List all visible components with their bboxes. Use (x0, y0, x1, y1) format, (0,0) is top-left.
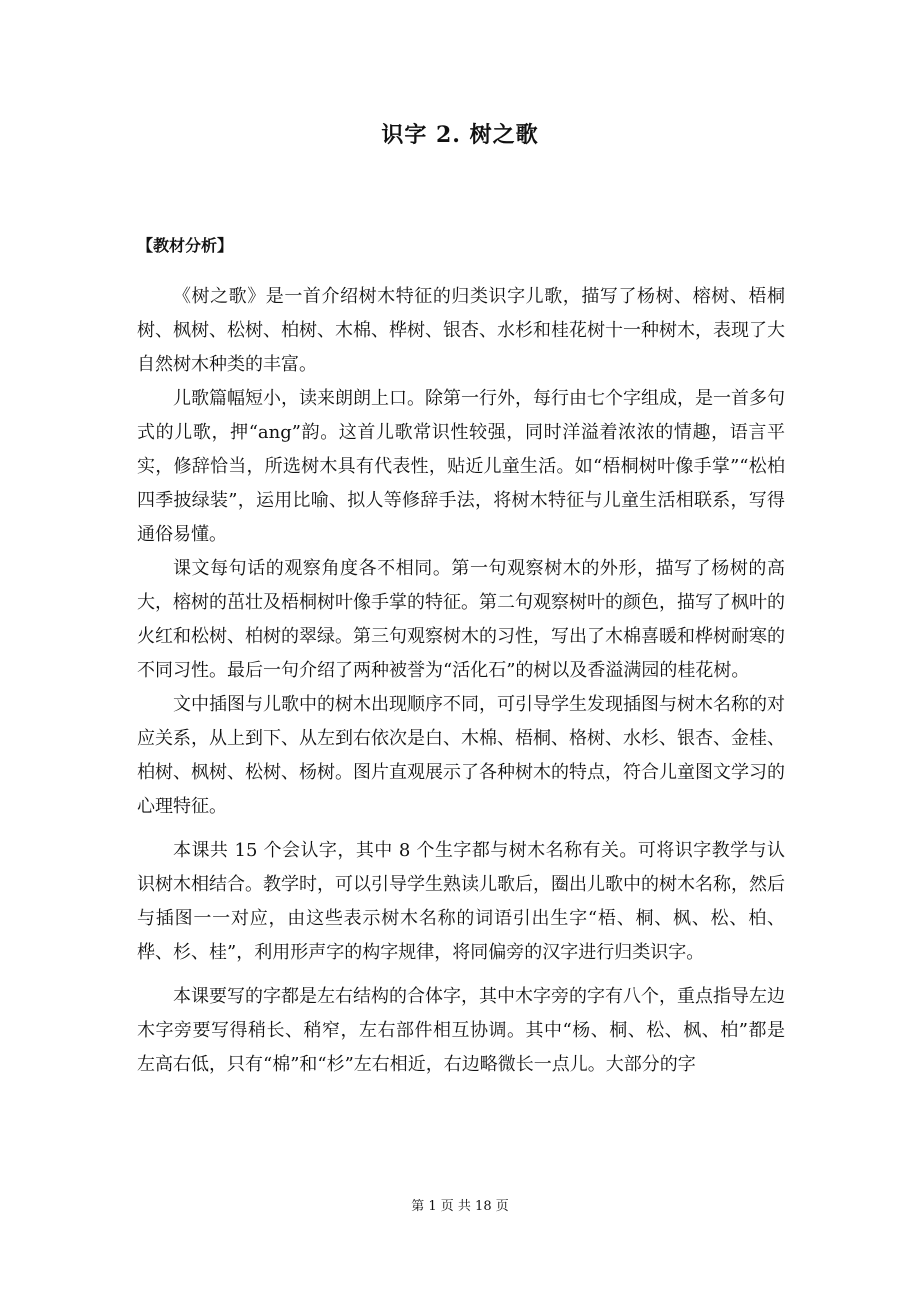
paragraph-illustration: 文中插图与儿歌中的树木出现顺序不同，可引导学生发现插图与树木名称的对应关系，从上到下、从左到右依次是白、木棉、梧桐、格树、水杉、银杏、金桂、柏树、枫树、松树、杨树。图片直观展示了各种树木的特点，符合儿童图文学习的心理特征。 (137, 694, 785, 817)
paragraph-writing: 本课要写的字都是左右结构的合体字，其中木字旁的字有八个，重点指导左边木字旁要写得稍长、稍窄，左右部件相互协调。其中“杨、桐、松、枫、柏”都是左高右低，只有“棉”和“杉”左右相近，右边略微长一点儿。大部分的字 (137, 986, 785, 1075)
document-title: 识字 2. 树之歌 (381, 122, 539, 148)
page-footer: 第 1 页 共 18 页 (411, 1199, 509, 1214)
document-body (137, 280, 785, 1082)
section-heading: 【教材分析】 (137, 236, 234, 255)
paragraph-observation: 课文每句话的观察角度各不相同。第一句观察树木的外形，描写了杨树的高大，榕树的茁壮及梧桐树叶像手掌的特征。第二句观察树叶的颜色，描写了枫叶的火红和松树、柏树的翠绿。第三句观察树木的习性，写出了木棉喜暖和桦树耐寒的不同习性。最后一句介绍了两种被誉为“活化石”的树以及香溢满园的桂花树。 (137, 558, 785, 681)
paragraph-rhyme: 儿歌篇幅短小，读来朗朗上口。除第一行外，每行由七个字组成，是一首多句式的儿歌，押“ang”韵。这首儿歌常识性较强，同时洋溢着浓浓的情趣，语言平实，修辞恰当，所选树木具有代表性，贴近儿童生活。如“梧桐树叶像手掌”“松柏四季披绿装”，运用比喻、拟人等修辞手法，将树木特征与儿童生活相联系，写得通俗易懂。 (137, 388, 785, 545)
paragraph-intro: 《树之歌》是一首介绍树木特征的归类识字儿歌，描写了杨树、榕树、梧桐树、枫树、松树、柏树、木棉、桦树、银杏、水杉和桂花树十一种树木，表现了大自然树木种类的丰富。 (137, 286, 785, 375)
paragraph-literacy: 本课共 15 个会认字，其中 8 个生字都与树木名称有关。可将识字教学与认识树木相结合。教学时，可以引导学生熟读儿歌后，圈出儿歌中的树木名称，然后与插图一一对应，由这些表示树木名称的词语引出生字“梧、桐、枫、松、柏、桦、杉、桂”，利用形声字的构字规律，将同偏旁的汉字进行归类识字。 (137, 840, 785, 963)
